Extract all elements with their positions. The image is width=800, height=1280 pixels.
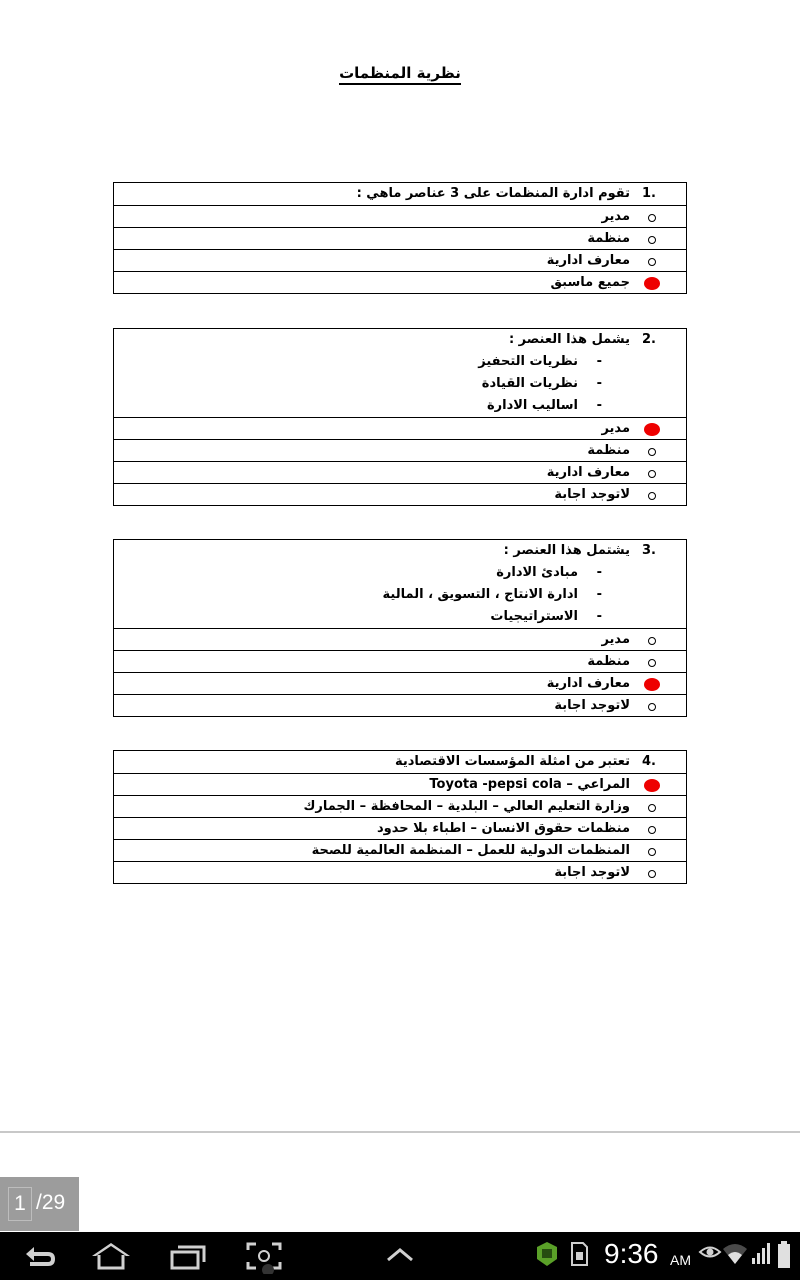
answer-option[interactable] <box>114 417 686 439</box>
up-chevron-icon[interactable] <box>384 1240 416 1272</box>
option-circle-icon[interactable] <box>648 659 656 667</box>
question-box-3 <box>113 539 687 717</box>
question-text: يشمل هذا العنصر : <box>508 332 630 347</box>
answer-option[interactable] <box>114 795 686 817</box>
subitem-bullet: - <box>596 587 602 602</box>
answer-option[interactable] <box>114 650 686 672</box>
option-label: المراعي – Toyota -pepsi cola <box>429 777 630 792</box>
selected-mark-icon[interactable] <box>644 678 660 691</box>
home-icon[interactable] <box>88 1240 134 1272</box>
document-title <box>0 64 800 82</box>
answer-option[interactable] <box>114 628 686 650</box>
question-text: تعتبر من امثلة المؤسسات الاقتصادية <box>394 754 630 769</box>
option-circle-icon[interactable] <box>648 703 656 711</box>
option-label: معارف ادارية <box>546 676 630 691</box>
question-text: يشتمل هذا العنصر : <box>503 543 630 558</box>
option-label: منظمات حقوق الانسان – اطباء بلا حدود <box>377 821 630 836</box>
subitem-bullet: - <box>596 565 602 580</box>
option-circle-icon[interactable] <box>648 470 656 478</box>
question-box-2 <box>113 328 687 506</box>
option-label: مدير <box>601 421 630 436</box>
subitem-text: نظريات القيادة <box>481 376 578 391</box>
answer-option[interactable] <box>114 461 686 483</box>
question-number: 2. <box>642 332 656 347</box>
option-label: لاتوجد اجابة <box>554 865 630 880</box>
option-label: لاتوجد اجابة <box>554 487 630 502</box>
option-label: معارف ادارية <box>546 465 630 480</box>
screenshot-icon[interactable] <box>244 1240 284 1274</box>
option-label: وزارة التعليم العالي – البلدية – المحافظة – الجمارك <box>303 799 630 814</box>
answer-option[interactable] <box>114 694 686 716</box>
answer-option[interactable] <box>114 205 686 227</box>
option-circle-icon[interactable] <box>648 826 656 834</box>
question-number: 3. <box>642 543 656 558</box>
status-ampm: AM <box>670 1252 691 1268</box>
question-header <box>114 183 686 205</box>
system-navigation-bar <box>0 1232 800 1280</box>
question-text: تقوم ادارة المنظمات على 3 عناصر ماهي : <box>356 186 630 201</box>
answer-option[interactable] <box>114 839 686 861</box>
option-label: منظمة <box>587 443 630 458</box>
answer-option[interactable] <box>114 483 686 505</box>
question-header <box>114 329 686 417</box>
option-circle-icon[interactable] <box>648 214 656 222</box>
answer-option[interactable] <box>114 672 686 694</box>
option-label: مدير <box>601 209 630 224</box>
question-number: 1. <box>642 186 656 201</box>
option-label: جميع ماسبق <box>550 275 630 290</box>
subitem-text: نظريات التحفيز <box>478 354 578 369</box>
option-circle-icon[interactable] <box>648 848 656 856</box>
signal-icon <box>750 1240 774 1266</box>
option-circle-icon[interactable] <box>648 870 656 878</box>
question-header <box>114 540 686 628</box>
status-clock: 9:36 <box>604 1238 659 1269</box>
document-title-text: نظرية المنظمات <box>339 64 461 85</box>
answer-option[interactable] <box>114 817 686 839</box>
option-label: معارف ادارية <box>546 253 630 268</box>
answer-option[interactable] <box>114 249 686 271</box>
page-indicator[interactable] <box>0 1177 79 1231</box>
subitem-bullet: - <box>596 354 602 369</box>
selected-mark-icon[interactable] <box>644 779 660 792</box>
subitem-text: الاستراتيجيات <box>490 609 578 624</box>
page-divider <box>0 1131 800 1133</box>
eye-icon <box>698 1240 722 1264</box>
option-label: مدير <box>601 632 630 647</box>
subitem-bullet: - <box>596 609 602 624</box>
current-page-field[interactable]: 1 <box>8 1187 32 1221</box>
option-label: منظمة <box>587 654 630 669</box>
sd-card-icon[interactable] <box>568 1240 590 1268</box>
recent-apps-icon[interactable] <box>168 1240 208 1272</box>
option-label: المنظمات الدولية للعمل – المنظمة العالمية للصحة <box>311 843 630 858</box>
app-notification-icon[interactable] <box>534 1240 560 1268</box>
question-box-4 <box>113 750 687 884</box>
option-label: منظمة <box>587 231 630 246</box>
battery-icon <box>776 1240 792 1270</box>
total-pages-label: /29 <box>36 1191 66 1214</box>
answer-option[interactable] <box>114 773 686 795</box>
answer-option[interactable] <box>114 861 686 883</box>
option-circle-icon[interactable] <box>648 492 656 500</box>
subitem-bullet: - <box>596 376 602 391</box>
option-circle-icon[interactable] <box>648 448 656 456</box>
question-number: 4. <box>642 754 656 769</box>
subitem-text: مبادئ الادارة <box>496 565 578 580</box>
option-circle-icon[interactable] <box>648 258 656 266</box>
option-circle-icon[interactable] <box>648 804 656 812</box>
question-box-1 <box>113 182 687 294</box>
answer-option[interactable] <box>114 271 686 293</box>
option-label: لاتوجد اجابة <box>554 698 630 713</box>
answer-option[interactable] <box>114 227 686 249</box>
wifi-icon <box>722 1240 748 1266</box>
option-circle-icon[interactable] <box>648 637 656 645</box>
option-circle-icon[interactable] <box>648 236 656 244</box>
answer-option[interactable] <box>114 439 686 461</box>
back-icon[interactable] <box>20 1240 60 1272</box>
subitem-text: اساليب الادارة <box>486 398 578 413</box>
selected-mark-icon[interactable] <box>644 277 660 290</box>
question-header <box>114 751 686 773</box>
subitem-text: ادارة الانتاج ، التسويق ، المالية <box>382 587 578 602</box>
subitem-bullet: - <box>596 398 602 413</box>
selected-mark-icon[interactable] <box>644 423 660 436</box>
